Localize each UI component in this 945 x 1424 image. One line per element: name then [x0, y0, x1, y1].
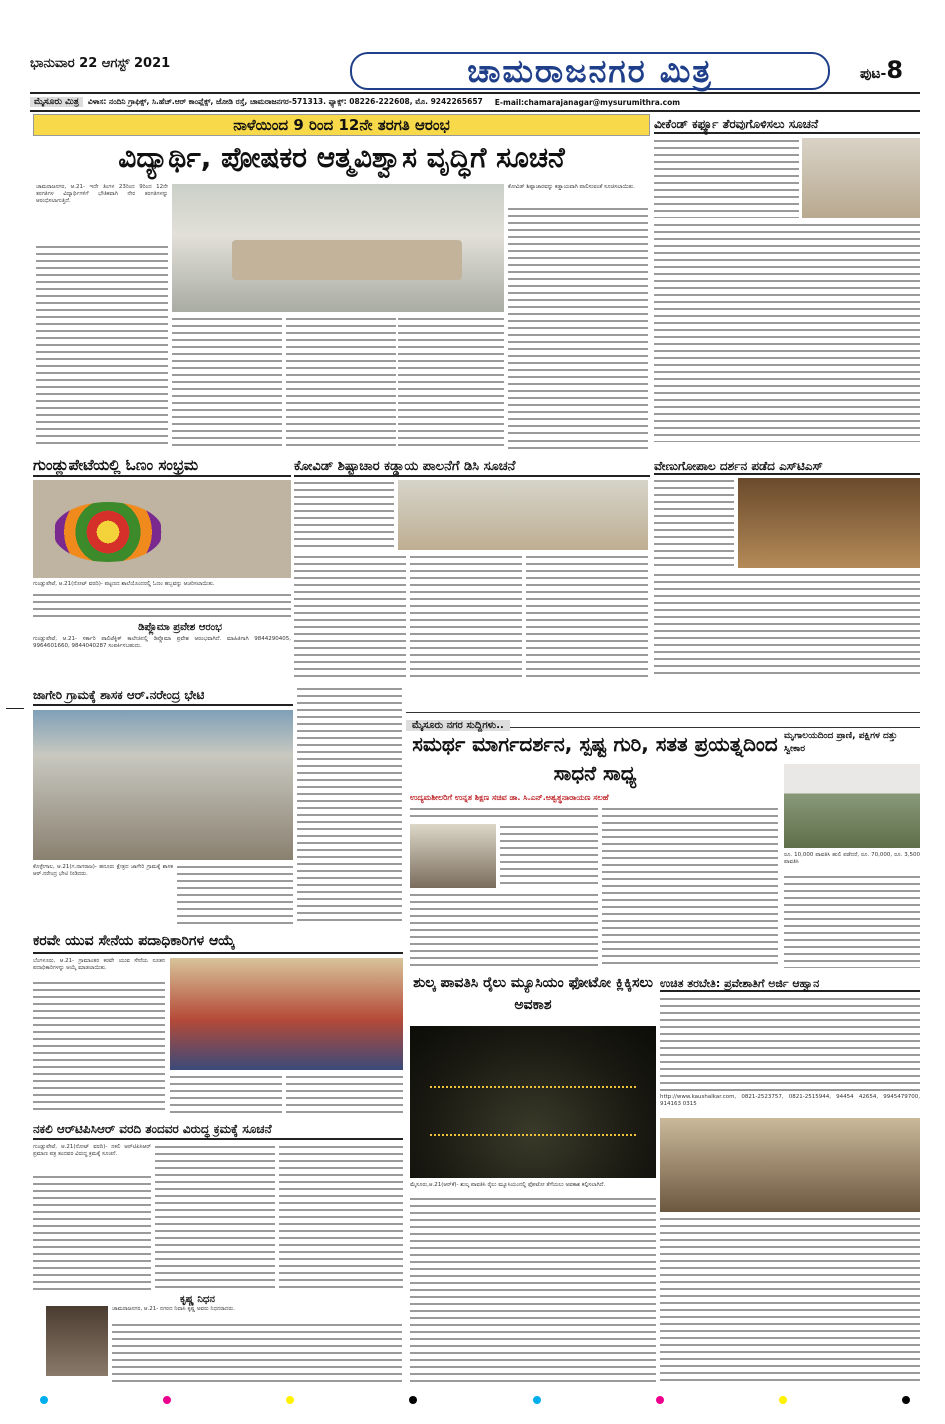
- karave-text: ಬೆಂಗಳೂರು, ಆ.21- ಗ್ರಾಮಾಂತರ ಕರವೇ ಯುವ ಸೇನೆಯ ನೂತನ ಪದಾಧಿಕಾರಿಗಳನ್ನು ಆಯ್ಕೆ ಮಾಡಲಾಯಿತು.: [33, 958, 167, 972]
- covid-headline-box: [294, 455, 650, 477]
- karave-text-c3: [286, 1074, 403, 1114]
- mrigalaya-photo: [784, 764, 920, 848]
- lead-body-col1: ಚಾಮರಾಜನಗರ, ಆ.21- ಇದೇ ತಿಂಗಳ 23ರಿಂದ 9ರಿಂದ 12ನೇ ತರಗತಿಗಳ ವಿದ್ಯಾರ್ಥಿಗಳಿಗೆ ಭೌತಿಕವಾಗಿ ನೇರ ತರಗತಿಗಳನ್ನು ಆರಂಭಿಸಲಾಗುತ್ತಿದೆ.: [36, 184, 170, 205]
- weekend-headline: ವೀಕೆಂಡ್ ಕರ್ಫ್ಯೂ ತೆರವುಗೊಳಿಸಲು ಸೂಚನೆ: [654, 114, 920, 134]
- lead-photo: [172, 184, 504, 312]
- onam-photo: [33, 480, 291, 578]
- lead-body-col4-lower: [508, 438, 648, 450]
- jageri-caption: ಕೊಳ್ಳೇಗಾಲ, ಆ.21(ಗ.ನಾಗರಾಜ)- ಹನೂರು ಕ್ಷೇತ್ರದ ಜಾಗೇರಿ ಗ್ರಾಮಕ್ಕೆ ಶಾಸಕ ಆರ್.ನರೇಂದ್ರ ಭೇಟಿ ನೀಡಿದರು.: [33, 864, 175, 878]
- venugopal-text: [654, 572, 920, 676]
- lead-body-col1-lines: [36, 244, 168, 326]
- registration-mark-icon: [902, 1396, 910, 1404]
- address-strip: [30, 94, 920, 110]
- brand-label: ಮೈಸೂರು ಮಿತ್ರ: [30, 97, 83, 107]
- karave-headline-box: [33, 930, 403, 954]
- lead-body-col4-lines: [508, 206, 648, 436]
- address-text: ವಿಳಾಸ: ನಂದಿನಿ ಗ್ರಾಫಿಕ್ಸ್, ಸಿ.ಹೆಚ್.ಆರ್ ಕಾಂಪ್ಲೆಕ್ಸ್, ಜೋಡಿ ರಸ್ತೆ, ಚಾಮರಾಜನಗರ-571313. ಫ್ಯಾಕ್ಸ್: 08226-222608, ಮೊ. 9242265657: [87, 97, 483, 106]
- lead-headline: ವಿದ್ಯಾರ್ಥಿ, ಪೋಷಕರ ಆತ್ಮವಿಶ್ವಾಸ ವೃದ್ಧಿಗೆ ಸೂಚನೆ: [118, 141, 565, 174]
- diploma-text: ಗುಂಡ್ಲುಪೇಟೆ, ಆ.21- ಸರ್ಕಾರಿ ಪಾಲಿಟೆಕ್ನಿಕ್ ಕಾಲೇಜಿನಲ್ಲಿ ಡಿಪ್ಲೊಮಾ ಪ್ರವೇಶ ಆರಂಭವಾಗಿದೆ. ಮಾಹಿತಿಗಾಗಿ 9844290405, 9964601660, 9844040287 ಸಂಪರ್ಕಿಸಬಹುದು.: [33, 636, 293, 650]
- krishna-photo: [46, 1306, 108, 1376]
- venugopal-text-left: [654, 478, 734, 568]
- weekend-text-body: [654, 222, 920, 442]
- nakali-headline: ನಕಲಿ ಆರ್‌ಟಿಪಿಸಿಆರ್ ವರದಿ ತಂದವರ ವಿರುದ್ಧ ಕ್ರಮಕ್ಕೆ ಸೂಚನೆ: [33, 1122, 272, 1136]
- railway-photo: [410, 1026, 656, 1178]
- jageri-headline-box: [33, 684, 293, 706]
- krishna-text: ಚಾಮರಾಜನಗರ, ಆ.21- ನಗರದ ನಿವಾಸಿ ಕೃಷ್ಣ ಅವರು ನಿಧನರಾದರು.: [112, 1306, 235, 1312]
- address-rule: [30, 110, 920, 112]
- onam-headline-box: [33, 455, 291, 477]
- registration-mark-icon: [779, 1396, 787, 1404]
- tarabeti-headline: ಉಚಿತ ತರಬೇತಿ: ಪ್ರವೇಶಾತಿಗೆ ಅರ್ಜಿ ಆಹ್ವಾನ: [660, 977, 820, 990]
- lead-body-col2: [172, 316, 282, 448]
- railway-caption: ಮೈಸೂರು,ಆ.21(ಆರ್‌ಕೆ)- ಶುಲ್ಕ ಪಾವತಿಸಿ ರೈಲು ಮ್ಯೂಸಿಯಂನಲ್ಲಿ ಫೋಟೋ ತೆಗೆಯಲು ಅವಕಾಶ ಕಲ್ಪಿಸಲಾಗಿದೆ.: [410, 1182, 606, 1188]
- covid-text-c2: [410, 554, 522, 678]
- masthead-title: ಚಾಮರಾಜನಗರ ಮಿತ್ರ: [467, 51, 713, 90]
- lead-body-col1-lower: [36, 328, 168, 448]
- venugopal-headline-box: [654, 455, 920, 475]
- covid-text-c3: [526, 554, 648, 678]
- jageri-photo: [33, 710, 293, 860]
- samartha-text-c2: [602, 806, 778, 968]
- samartha-text-c1: [410, 806, 598, 820]
- jageri-text-c2: [177, 864, 293, 926]
- jageri-headline: ಜಾಗೇರಿ ಗ್ರಾಮಕ್ಕೆ ಶಾಸಕ ಆರ್.ನರೇಂದ್ರ ಭೇಟಿ: [33, 688, 205, 702]
- page-marker: [6, 708, 24, 709]
- lead-photo-table: [232, 240, 462, 280]
- lead-body-col4: ಕೋವಿಡ್ ಶಿಷ್ಟಾಚಾರವನ್ನು ಕಡ್ಡಾಯವಾಗಿ ಪಾಲಿಸುವಂತೆ ಸೂಚಿಸಲಾಯಿತು.: [508, 184, 635, 190]
- nakali-text-c3: [279, 1144, 403, 1290]
- onam-caption: ಗುಂಡ್ಲುಪೇಟೆ, ಆ.21(ನೋಟ್ ವರದಿ)- ಪಟ್ಟಣದ ಶಾಲೆಯೊಂದರಲ್ಲಿ ಓಣಂ ಹಬ್ಬವನ್ನು ಆಚರಿಸಲಾಯಿತು.: [33, 581, 215, 587]
- tarabeti-text: [660, 996, 920, 1092]
- masthead: [30, 52, 920, 92]
- nakali-text-c2: [155, 1144, 275, 1290]
- lead-kicker-box: [33, 114, 650, 136]
- registration-mark-icon: [40, 1396, 48, 1404]
- page-number: 8: [886, 56, 904, 84]
- venugopal-headline: ವೇಣುಗೋಪಾಲ ದರ್ಶನ ಪಡೆದ ಎಸ್‌ಟಿಎಸ್: [654, 459, 823, 473]
- mysuru-tag: ಮೈಸೂರು ನಗರ ಸುದ್ದಿಗಳು..: [406, 720, 510, 731]
- covid-photo: [398, 480, 648, 550]
- krishna-headline: ಕೃಷ್ಣ ನಿಧನ: [180, 1294, 215, 1305]
- lead-body-col3b: [398, 316, 504, 448]
- registration-mark-icon: [163, 1396, 171, 1404]
- diploma-headline: ಡಿಪ್ಲೊಮಾ ಪ್ರವೇಶ ಆರಂಭ: [138, 622, 222, 633]
- registration-mark-icon: [533, 1396, 541, 1404]
- tarabeti-contact: http://www.kaushalkar.com, 0821-2523757, 0821-2515944, 94454 42654, 9945479700, 914163 0315: [660, 1094, 922, 1108]
- mrigalaya-stats: ರೂ. 10,000 ಪಾವತಿಸಿ ಹುಲಿ ಪಡೆದರೆ, ರೂ. 70,000, ರೂ. 3,500 ಪಾವತಿಸಿ: [784, 852, 922, 866]
- covid-headline: ಕೋವಿಡ್ ಶಿಷ್ಟಾಚಾರ ಕಡ್ಡಾಯ ಪಾಲನೆಗೆ ಡಿಸಿ ಸೂಚನೆ: [294, 459, 516, 474]
- covid-text-c1: [294, 554, 406, 678]
- page-label: ಪುಟ-: [860, 66, 887, 82]
- masthead-title-box: [350, 52, 830, 90]
- page-number-box: [860, 56, 920, 84]
- krishna-text-lines: [112, 1322, 402, 1382]
- karave-text-c2: [170, 1074, 282, 1114]
- registration-mark-icon: [656, 1396, 664, 1404]
- onam-headline: ಗುಂಡ್ಲುಪೇಟೆಯಲ್ಲಿ ಓಣಂ ಸಂಭ್ರಮ: [33, 456, 199, 474]
- registration-mark-icon: [409, 1396, 417, 1404]
- weekend-text-top: [654, 138, 799, 218]
- masthead-date: ಭಾನುವಾರ 22 ಆಗಸ್ಟ್ 2021: [30, 56, 171, 71]
- registration-mark-icon: [286, 1396, 294, 1404]
- railway-text: [410, 1196, 656, 1384]
- tarabeti-text-lower: [660, 1216, 920, 1384]
- karave-text-lines: [33, 980, 165, 1112]
- nakali-text: ಗುಂಡ್ಲುಪೇಟೆ, ಆ.21(ನೋಟ್ ವರದಿ)- ನಕಲಿ ಆರ್‌ಟಿಪಿಸಿಆರ್ ಪ್ರಮಾಣ ಪತ್ರ ತಂದವರ ವಿರುದ್ಧ ಕ್ರಮಕ್ಕೆ ಸೂಚನೆ.: [33, 1144, 153, 1158]
- tarabeti-photo: [660, 1118, 920, 1212]
- lead-body-col3: [286, 316, 396, 448]
- mysuru-tag-box: [406, 712, 920, 731]
- onam-text: [33, 592, 291, 620]
- karave-photo: [170, 958, 403, 1070]
- venugopal-photo: [738, 478, 920, 568]
- mrigalaya-headline: ಮೃಗಾಲಯದಿಂದ ಪ್ರಾಣಿ, ಪಕ್ಷಿಗಳ ದತ್ತು ಸ್ವೀಕಾರ: [784, 731, 898, 754]
- samartha-headline: ಸಮರ್ಥ ಮಾರ್ಗದರ್ಶನ, ಸ್ಪಷ್ಟ ಗುರಿ, ಸತತ ಪ್ರಯತ್ನದಿಂದ ಸಾಧನೆ ಸಾಧ್ಯ: [412, 732, 778, 785]
- railway-lights: [430, 1086, 636, 1136]
- samartha-text-c1b: [500, 824, 598, 888]
- railway-headline: ಶುಲ್ಕ ಪಾವತಿಸಿ ರೈಲು ಮ್ಯೂಸಿಯಂ ಫೋಟೋ ಕ್ಲಿಕ್ಕಿಸಲು ಅವಕಾಶ: [413, 975, 653, 1013]
- jageri-text-right: [297, 686, 402, 926]
- tarabeti-headline-box: [660, 972, 920, 992]
- samartha-photo: [410, 824, 496, 888]
- color-registration-bar: [40, 1396, 910, 1404]
- email-text: E-mail:chamarajanagar@mysurumithra.com: [494, 97, 681, 107]
- nakali-text-c1: [33, 1174, 151, 1290]
- samartha-kicker: ಉದ್ಯಮಶೀಲರಿಗೆ ಉನ್ನತ ಶಿಕ್ಷಣ ಸಚಿವ ಡಾ. ಸಿ.ಎನ್.ಅಶ್ವತ್ಥನಾರಾಯಣ ಸಲಹೆ: [410, 793, 609, 802]
- samartha-text-c1c: [410, 892, 598, 968]
- nakali-headline-box: [33, 1118, 403, 1140]
- karave-headline: ಕರವೇ ಯುವ ಸೇನೆಯ ಪದಾಧಿಕಾರಿಗಳ ಆಯ್ಕೆ: [33, 933, 236, 949]
- mrigalaya-text: [784, 874, 920, 968]
- weekend-photo: [802, 138, 920, 218]
- lead-kicker: ನಾಳೆಯಿಂದ 9 ರಿಂದ 12ನೇ ತರಗತಿ ಆರಂಭ: [233, 116, 450, 134]
- onam-rangoli: [53, 502, 163, 562]
- covid-text-left: [294, 480, 394, 550]
